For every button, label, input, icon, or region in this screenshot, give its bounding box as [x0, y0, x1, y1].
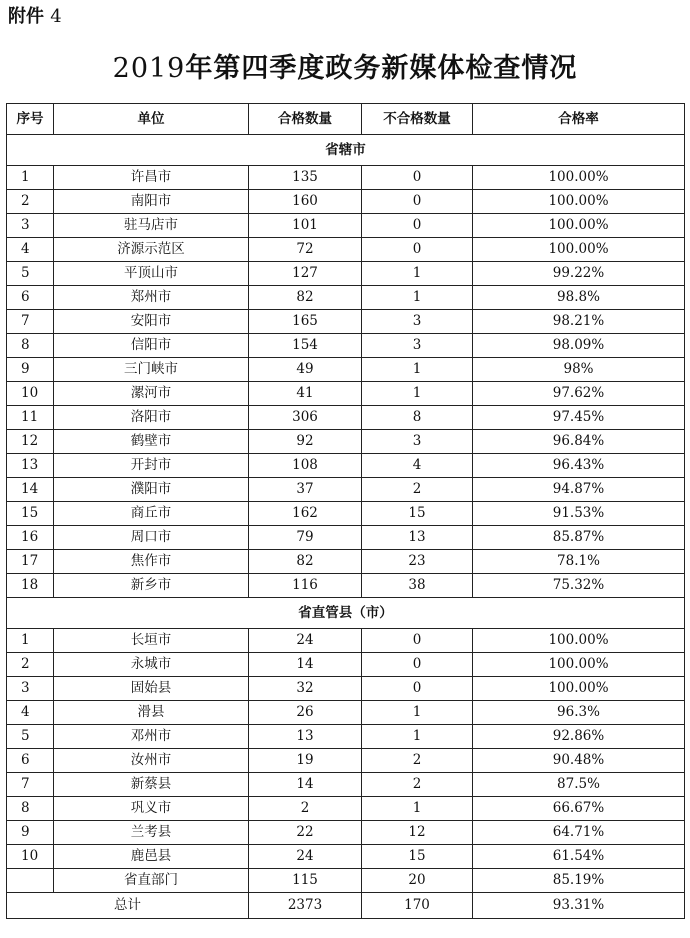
row-unit: 巩义市 — [54, 797, 249, 821]
row-rate: 91.53% — [473, 502, 685, 526]
row-rate: 90.48% — [473, 749, 685, 773]
table-body — [7, 135, 685, 919]
row-unqualified: 0 — [362, 166, 473, 190]
row-unqualified: 0 — [362, 629, 473, 653]
table-row — [7, 701, 685, 725]
total-qualified: 2373 — [249, 893, 362, 919]
row-qualified: 82 — [249, 286, 362, 310]
row-index — [7, 869, 54, 893]
table-row — [7, 190, 685, 214]
row-rate: 100.00% — [473, 190, 685, 214]
row-unit: 濮阳市 — [54, 478, 249, 502]
table-row — [7, 262, 685, 286]
row-qualified: 101 — [249, 214, 362, 238]
row-index: 15 — [7, 502, 54, 526]
row-index: 3 — [7, 677, 54, 701]
row-unit: 鹿邑县 — [54, 845, 249, 869]
row-qualified: 306 — [249, 406, 362, 430]
row-rate: 98.09% — [473, 334, 685, 358]
row-index: 9 — [7, 821, 54, 845]
table-header-row — [7, 104, 685, 135]
row-rate: 100.00% — [473, 677, 685, 701]
section-header-row — [7, 135, 685, 166]
table-row — [7, 406, 685, 430]
row-unit: 郑州市 — [54, 286, 249, 310]
table-row — [7, 214, 685, 238]
row-rate: 100.00% — [473, 653, 685, 677]
row-rate: 96.84% — [473, 430, 685, 454]
row-rate: 100.00% — [473, 629, 685, 653]
row-unit: 济源示范区 — [54, 238, 249, 262]
table-row — [7, 358, 685, 382]
row-qualified: 165 — [249, 310, 362, 334]
table-row — [7, 334, 685, 358]
table-row — [7, 502, 685, 526]
row-rate: 100.00% — [473, 214, 685, 238]
row-index: 1 — [7, 629, 54, 653]
row-rate: 96.43% — [473, 454, 685, 478]
column-header: 合格数量 — [249, 104, 362, 135]
total-rate: 93.31% — [473, 893, 685, 919]
attachment-label — [8, 2, 62, 28]
row-qualified: 92 — [249, 430, 362, 454]
row-rate: 85.19% — [473, 869, 685, 893]
table-row — [7, 653, 685, 677]
row-index: 1 — [7, 166, 54, 190]
row-unit: 三门峡市 — [54, 358, 249, 382]
row-index: 6 — [7, 749, 54, 773]
row-unqualified: 2 — [362, 478, 473, 502]
row-unqualified: 1 — [362, 262, 473, 286]
row-qualified: 2 — [249, 797, 362, 821]
row-unqualified: 3 — [362, 334, 473, 358]
row-unqualified: 1 — [362, 286, 473, 310]
row-rate: 78.1% — [473, 550, 685, 574]
row-unit: 许昌市 — [54, 166, 249, 190]
row-unqualified: 1 — [362, 701, 473, 725]
row-unit: 驻马店市 — [54, 214, 249, 238]
row-unit: 信阳市 — [54, 334, 249, 358]
row-index: 4 — [7, 238, 54, 262]
row-qualified: 37 — [249, 478, 362, 502]
row-unit: 永城市 — [54, 653, 249, 677]
row-unit: 开封市 — [54, 454, 249, 478]
row-index: 5 — [7, 725, 54, 749]
row-unit: 长垣市 — [54, 629, 249, 653]
attachment-number: 4 — [50, 6, 62, 27]
row-qualified: 160 — [249, 190, 362, 214]
row-index: 16 — [7, 526, 54, 550]
row-unqualified: 2 — [362, 773, 473, 797]
row-qualified: 24 — [249, 845, 362, 869]
row-index: 11 — [7, 406, 54, 430]
row-rate: 99.22% — [473, 262, 685, 286]
row-qualified: 127 — [249, 262, 362, 286]
row-qualified: 14 — [249, 773, 362, 797]
column-header: 序号 — [7, 104, 54, 135]
attachment-label-text: 附件 — [8, 6, 44, 27]
table-row — [7, 310, 685, 334]
total-unqualified: 170 — [362, 893, 473, 919]
row-unqualified: 8 — [362, 406, 473, 430]
row-unit: 南阳市 — [54, 190, 249, 214]
row-index: 10 — [7, 382, 54, 406]
section-title: 省辖市 — [7, 135, 685, 166]
row-unqualified: 0 — [362, 653, 473, 677]
row-unit: 安阳市 — [54, 310, 249, 334]
row-unqualified: 3 — [362, 310, 473, 334]
row-index: 10 — [7, 845, 54, 869]
total-row — [7, 893, 685, 919]
row-unqualified: 0 — [362, 677, 473, 701]
row-qualified: 162 — [249, 502, 362, 526]
row-unqualified: 20 — [362, 869, 473, 893]
row-unqualified: 2 — [362, 749, 473, 773]
row-unit: 平顶山市 — [54, 262, 249, 286]
row-index: 7 — [7, 773, 54, 797]
table-row — [7, 478, 685, 502]
row-qualified: 108 — [249, 454, 362, 478]
row-unqualified: 13 — [362, 526, 473, 550]
section-header-row — [7, 598, 685, 629]
row-index: 6 — [7, 286, 54, 310]
row-unit: 漯河市 — [54, 382, 249, 406]
row-rate: 100.00% — [473, 166, 685, 190]
row-unit: 焦作市 — [54, 550, 249, 574]
title-text: 年第四季度政务新媒体检查情况 — [185, 53, 578, 84]
table-row — [7, 725, 685, 749]
row-unit: 新乡市 — [54, 574, 249, 598]
row-unqualified: 0 — [362, 214, 473, 238]
table-row — [7, 550, 685, 574]
row-unqualified: 12 — [362, 821, 473, 845]
row-index: 14 — [7, 478, 54, 502]
row-unqualified: 1 — [362, 358, 473, 382]
row-qualified: 154 — [249, 334, 362, 358]
section-title: 省直管县（市） — [7, 598, 685, 629]
column-header: 合格率 — [473, 104, 685, 135]
table-row — [7, 526, 685, 550]
row-rate: 87.5% — [473, 773, 685, 797]
row-qualified: 49 — [249, 358, 362, 382]
table-row — [7, 382, 685, 406]
row-unit: 新蔡县 — [54, 773, 249, 797]
row-rate: 97.45% — [473, 406, 685, 430]
row-index: 12 — [7, 430, 54, 454]
row-unqualified: 1 — [362, 382, 473, 406]
row-qualified: 115 — [249, 869, 362, 893]
row-rate: 64.71% — [473, 821, 685, 845]
table-row — [7, 677, 685, 701]
row-unqualified: 1 — [362, 725, 473, 749]
title-year: 2019 — [112, 53, 186, 84]
row-qualified: 82 — [249, 550, 362, 574]
row-index: 5 — [7, 262, 54, 286]
row-unqualified: 38 — [362, 574, 473, 598]
row-index: 8 — [7, 334, 54, 358]
row-unit: 固始县 — [54, 677, 249, 701]
row-unit: 周口市 — [54, 526, 249, 550]
row-index: 3 — [7, 214, 54, 238]
table-row — [7, 574, 685, 598]
row-rate: 85.87% — [473, 526, 685, 550]
row-qualified: 13 — [249, 725, 362, 749]
row-index: 8 — [7, 797, 54, 821]
row-unqualified: 23 — [362, 550, 473, 574]
row-qualified: 41 — [249, 382, 362, 406]
row-unit: 省直部门 — [54, 869, 249, 893]
row-unqualified: 3 — [362, 430, 473, 454]
row-rate: 97.62% — [473, 382, 685, 406]
table-row — [7, 166, 685, 190]
table-row — [7, 238, 685, 262]
table-row — [7, 749, 685, 773]
row-qualified: 79 — [249, 526, 362, 550]
page-title — [0, 46, 690, 85]
row-rate: 100.00% — [473, 238, 685, 262]
row-unit: 滑县 — [54, 701, 249, 725]
row-unqualified: 15 — [362, 845, 473, 869]
row-index: 2 — [7, 653, 54, 677]
table-row — [7, 454, 685, 478]
total-label: 总计 — [7, 893, 249, 919]
row-unit: 兰考县 — [54, 821, 249, 845]
summary-row — [7, 869, 685, 893]
row-qualified: 24 — [249, 629, 362, 653]
row-unqualified: 1 — [362, 797, 473, 821]
row-index: 17 — [7, 550, 54, 574]
row-index: 18 — [7, 574, 54, 598]
row-rate: 92.86% — [473, 725, 685, 749]
table-row — [7, 773, 685, 797]
row-qualified: 14 — [249, 653, 362, 677]
row-rate: 98.21% — [473, 310, 685, 334]
row-qualified: 135 — [249, 166, 362, 190]
inspection-table — [6, 103, 685, 919]
row-qualified: 22 — [249, 821, 362, 845]
row-qualified: 26 — [249, 701, 362, 725]
table-row — [7, 821, 685, 845]
row-unqualified: 15 — [362, 502, 473, 526]
table-row — [7, 845, 685, 869]
row-rate: 75.32% — [473, 574, 685, 598]
table-row — [7, 797, 685, 821]
row-rate: 96.3% — [473, 701, 685, 725]
table-row — [7, 286, 685, 310]
row-unit: 洛阳市 — [54, 406, 249, 430]
row-qualified: 32 — [249, 677, 362, 701]
row-index: 4 — [7, 701, 54, 725]
column-header: 不合格数量 — [362, 104, 473, 135]
row-unit: 邓州市 — [54, 725, 249, 749]
row-unit: 鹤壁市 — [54, 430, 249, 454]
row-rate: 98.8% — [473, 286, 685, 310]
table-row — [7, 430, 685, 454]
row-index: 13 — [7, 454, 54, 478]
row-unit: 汝州市 — [54, 749, 249, 773]
row-rate: 94.87% — [473, 478, 685, 502]
row-unit: 商丘市 — [54, 502, 249, 526]
row-qualified: 19 — [249, 749, 362, 773]
row-rate: 66.67% — [473, 797, 685, 821]
row-unqualified: 0 — [362, 190, 473, 214]
row-index: 2 — [7, 190, 54, 214]
row-rate: 98% — [473, 358, 685, 382]
table-row — [7, 629, 685, 653]
row-qualified: 72 — [249, 238, 362, 262]
row-index: 7 — [7, 310, 54, 334]
row-rate: 61.54% — [473, 845, 685, 869]
row-unqualified: 0 — [362, 238, 473, 262]
row-unqualified: 4 — [362, 454, 473, 478]
row-index: 9 — [7, 358, 54, 382]
row-qualified: 116 — [249, 574, 362, 598]
column-header: 单位 — [54, 104, 249, 135]
